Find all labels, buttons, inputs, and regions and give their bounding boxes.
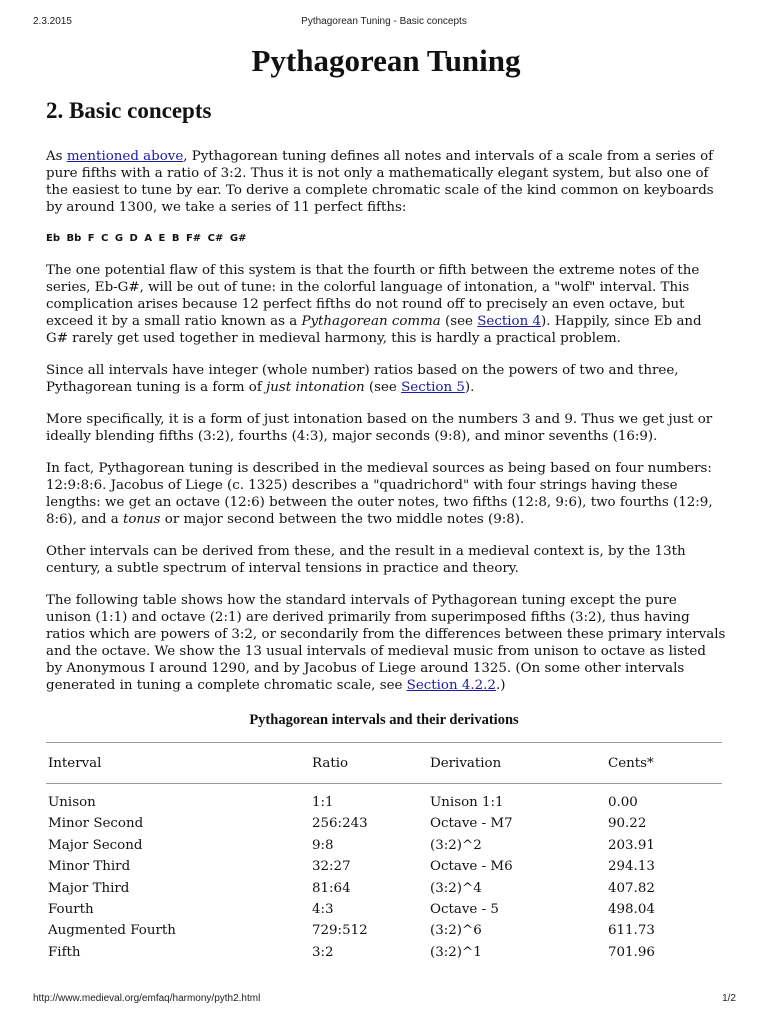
section-heading: 2. Basic concepts (46, 98, 212, 123)
table-caption: Pythagorean intervals and their derivations (249, 712, 519, 728)
section-5-link[interactable]: Section 5 (401, 380, 465, 395)
paragraph-just-intonation: Since all intervals have integer (whole number) ratios based on the powers of two and three, Pythagorean tuning is a form of just intonation (see Section 5). (46, 363, 679, 395)
section-4-2-2-link[interactable]: Section 4.2.2 (406, 678, 496, 693)
intervals-table (46, 743, 722, 963)
paragraph-wolf-interval: The one potential flaw of this system is that the fourth or fifth between the extreme notes of the series, Eb-G#, will be out of tune: in the colorful language of intonation, a "wolf" interval. This complication arises because 12 perfect fifths do not round off to precisely an even octave, but exceed it by a small ratio known as a Pythagorean comma (see Section 4). Happily, since Eb and G# rarely get used together in medieval harmony, this is hardly a practical problem. (46, 263, 702, 346)
table-row: Major Third 81:64 (3:2)^4 407.82 (48, 880, 655, 896)
table-row: Minor Third 32:27 Octave - M6 294.13 (48, 859, 655, 875)
section-4-link[interactable]: Section 4 (477, 314, 541, 329)
print-date: 2.3.2015 (33, 16, 72, 27)
article (46, 40, 726, 963)
table-header-row (46, 743, 722, 784)
header-ratio: Ratio (312, 755, 349, 771)
print-page-number: 1/2 (722, 993, 736, 1004)
page-title: Pythagorean Tuning (251, 43, 521, 78)
print-header (0, 16, 768, 30)
paragraph-numbers-3-9: More specifically, it is a form of just intonation based on the numbers 3 and 9. Thus we get just or ideally blending fifths (3:2), fourths (4:3), major seconds (9:8), and minor sevenths (16:9). (46, 412, 713, 444)
mentioned-above-link[interactable]: mentioned above (66, 149, 184, 164)
paragraph-table-intro: The following table shows how the standard intervals of Pythagorean tuning except the pure unison (1:1) and octave (2:1) are derived primarily from superimposed fifths (3:2), thus having ratios which are powers of 3:2, or secondarily from the differences between these primary intervals and the octave. We show the 13 usual intervals of medieval music from unison to octave as listed by Anonymous I around 1290, and by Jacobus of Liege around 1325. (On some other intervals generated in tuning a complete chromatic scale, see Section 4.2.2.) (46, 593, 726, 693)
print-page-title: Pythagorean Tuning - Basic concepts (301, 16, 467, 27)
header-derivation: Derivation (430, 755, 502, 771)
print-footer (0, 993, 768, 1007)
fifths-note-series: Eb Bb F C G D A E B F# C# G# (46, 233, 247, 244)
table-row: Fourth 4:3 Octave - 5 498.04 (48, 902, 655, 918)
paragraph-intro: As mentioned above, Pythagorean tuning defines all notes and intervals of a scale from a series of pure fifths with a ratio of 3:2. Thus it is not only a mathematically elegant system, but also one of the easiest to tune by ear. To derive a complete chromatic scale of the kind common on keyboards by around 1300, we take a series of 11 perfect fifths: (46, 149, 714, 215)
table-row: Major Second 9:8 (3:2)^2 203.91 (48, 837, 655, 853)
paragraph-other-intervals: Other intervals can be derived from these, and the result in a medieval context is, by the 13th century, a subtle spectrum of interval tensions in practice and theory. (46, 544, 686, 576)
table-row: Fifth 3:2 (3:2)^1 701.96 (48, 944, 655, 960)
print-url: http://www.medieval.org/emfaq/harmony/pyth2.html (33, 993, 261, 1004)
header-interval: Interval (48, 755, 102, 771)
paragraph-quadrichord: In fact, Pythagorean tuning is described in the medieval sources as being based on four numbers: 12:9:8:6. Jacobus of Liege (c. 1325) describes a "quadrichord" with four strings having these lengths: we get an octave (12:6) between the outer notes, two fifths (12:8, 9:6), two fourths (12:9, 8:6), and a tonus or major second between the two middle notes (9:8). (46, 461, 713, 527)
table-row: Unison 1:1 Unison 1:1 0.00 (48, 795, 638, 810)
header-cents: Cents* (608, 755, 654, 771)
table-row: Augmented Fourth 729:512 (3:2)^6 611.73 (48, 923, 655, 939)
table-row: Minor Second 256:243 Octave - M7 90.22 (48, 816, 647, 832)
